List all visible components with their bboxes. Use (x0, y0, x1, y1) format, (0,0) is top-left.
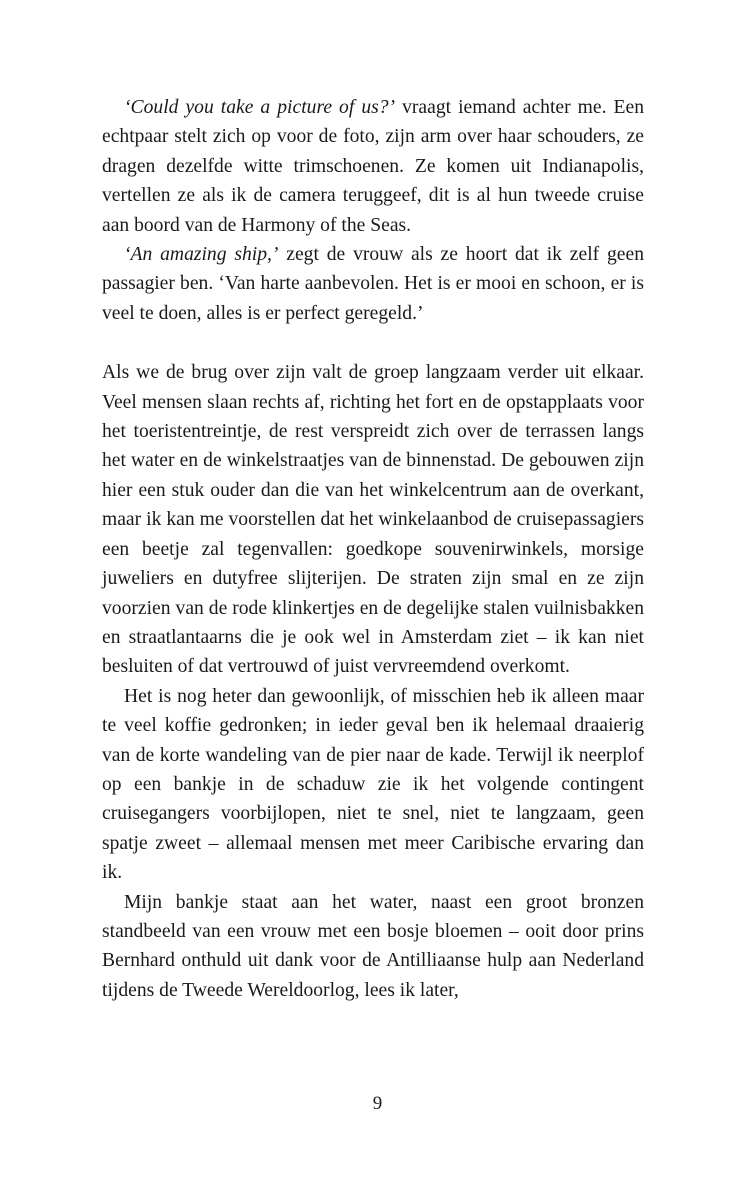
book-page (102, 93, 644, 1005)
section-break (102, 328, 644, 358)
paragraph-1-text: vraagt iemand achter me. Een echtpaar stelt zich op voor de foto, zijn arm over haar schouders, ze dragen dezelfde witte trimschoenen. Ze komen uit Indianapolis, vertellen ze als ik de camera teruggeef, dit is al hun tweede cruise aan boord van de Harmony of the Seas. (102, 97, 644, 236)
paragraph-4-text: Het is nog heter dan gewoonlijk, of misschien heb ik alleen maar te veel koffie gedronken; in ieder geval ben ik helemaal draaierig van de korte wandeling van de pier naar de kade. Terwijl ik neerplof op een bankje in de schaduw zie ik het volgende contingent cruisegangers voorbijlopen, niet te snel, niet te langzaam, geen spatje zweet – allemaal mensen met meer Caribische ervaring dan ik. (102, 685, 644, 884)
paragraph-3-text: Als we de brug over zijn valt de groep langzaam verder uit elkaar. Veel mensen slaan rechts af, richting het fort en de opstapplaats voor het toeristentreintje, de rest verspreidt zich over de terrassen langs het water en de winkelstraatjes van de binnenstad. De gebouwen zijn hier een stuk ouder dan die van het winkelcentrum aan de overkant, maar ik kan me voorstellen dat het winkelaanbod de cruisepassagiers een beetje zal tegenvallen: goedkope souvenirwinkels, morsige juweliers en dutyfree slijterijen. De straten zijn smal en ze zijn voorzien van de rode klinkertjes en de degelijke stalen vuilnisbakken en straatlantaarns die je ook wel in Amsterdam ziet – ik kan niet besluiten of dat vertrouwd of juist vervreemdend overkomt. (102, 362, 644, 678)
quoted-english-remark: ‘An amazing ship,’ (124, 244, 279, 266)
paragraph-2 (102, 240, 644, 328)
paragraph-4 (102, 682, 644, 888)
page-number: 9 (372, 1093, 383, 1114)
paragraph-5-text: Mijn bankje staat aan het water, naast een groot bronzen standbeeld van een vrouw met een bosje bloemen – ooit door prins Bernhard onthuld uit dank voor de Antilliaanse hulp aan Nederland tijdens de Tweede Wereldoorlog, lees ik later, (102, 891, 644, 1001)
paragraph-3 (102, 358, 644, 681)
paragraph-5 (102, 888, 644, 1006)
quoted-english-question: ‘Could you take a picture of us?’ (124, 97, 396, 118)
paragraph-2-text: zegt de vrouw als ze hoort dat ik zelf geen passagier ben. ‘Van harte aanbevolen. Het is er mooi en schoon, er is veel te doen, alles is er perfect geregeld.’ (102, 244, 644, 324)
paragraph-1 (102, 93, 644, 240)
